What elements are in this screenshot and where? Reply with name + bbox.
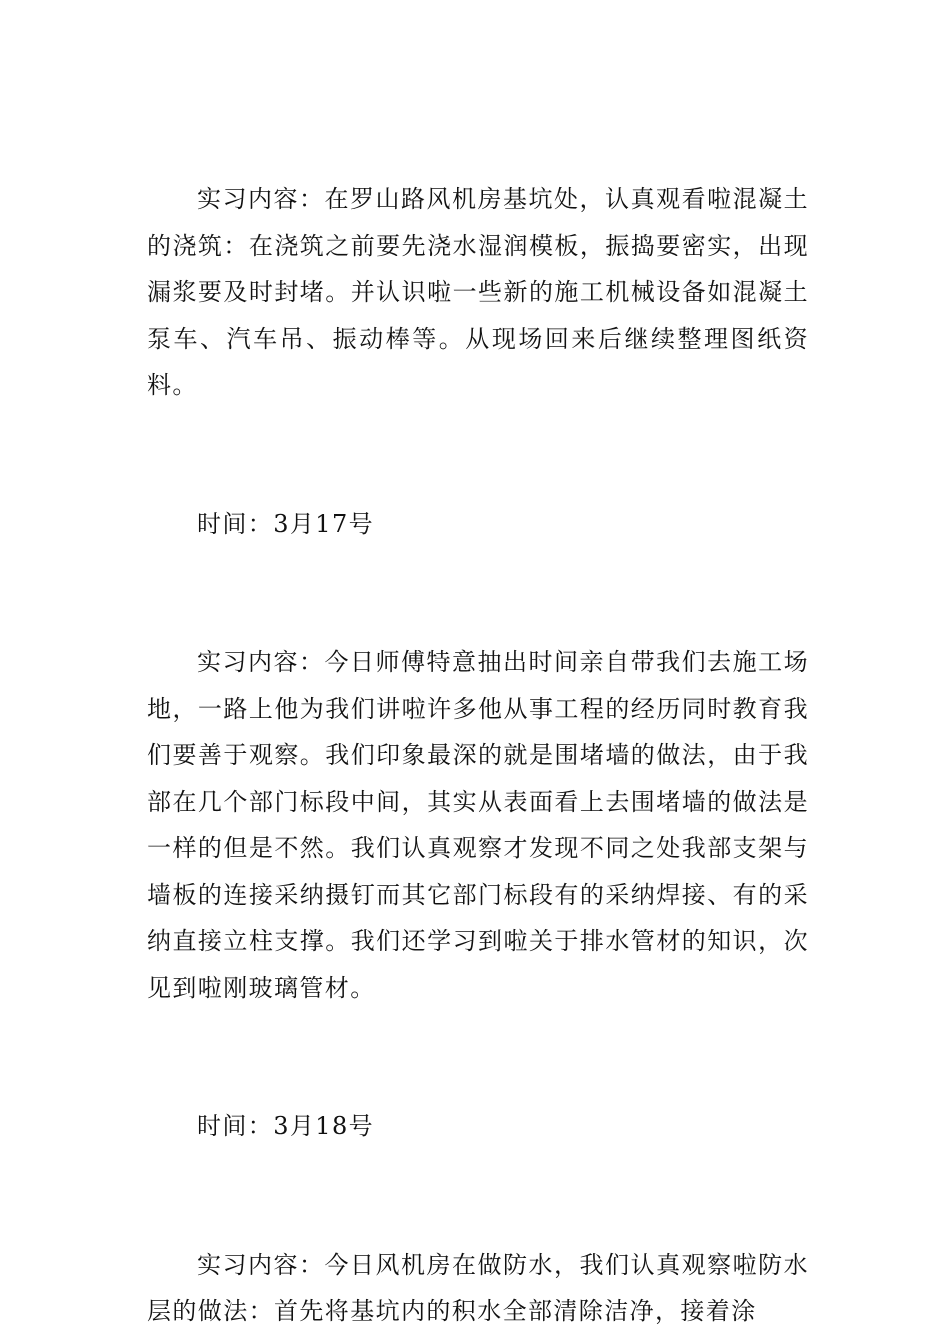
paragraph-time-mar-18: 时间：3月18号 xyxy=(197,1112,375,1140)
paragraph-practice-content-1: 实习内容：在罗山路风机房基坑处，认真观看啦混凝土的浇筑：在浇筑之前要先浇水湿润模板，振捣要密实，出现漏浆要及时封堵。并认识啦一些新的施工机械设备如混凝土泵车、汽车吊、振动棒等。从现场回来后继续整理图纸资料。 xyxy=(147,185,809,399)
paragraph-gap xyxy=(147,547,809,639)
paragraph-gap xyxy=(147,1150,809,1242)
document-body xyxy=(147,176,809,1335)
paragraph-practice-content-3: 实习内容：今日风机房在做防水，我们认真观察啦防水层的做法：首先将基坑内的积水全部清除洁净，接着涂 xyxy=(147,1250,809,1325)
paragraph-gap xyxy=(147,409,809,501)
paragraph-gap xyxy=(147,1011,809,1103)
paragraph-practice-content-2: 实习内容：今日师傅特意抽出时间亲自带我们去施工场地，一路上他为我们讲啦许多他从事工程的经历同时教育我们要善于观察。我们印象最深的就是围堵墙的做法，由于我部在几个部门标段中间，其实从表面看上去围堵墙的做法是一样的但是不然。我们认真观察才发现不同之处我部支架与墙板的连接采纳摄钉而其它部门标段有的采纳焊接、有的采纳直接立柱支撑。我们还学习到啦关于排水管材的知识，次见到啦刚玻璃管材。 xyxy=(147,648,809,1002)
paragraph-time-mar-17: 时间：3月17号 xyxy=(197,509,375,538)
